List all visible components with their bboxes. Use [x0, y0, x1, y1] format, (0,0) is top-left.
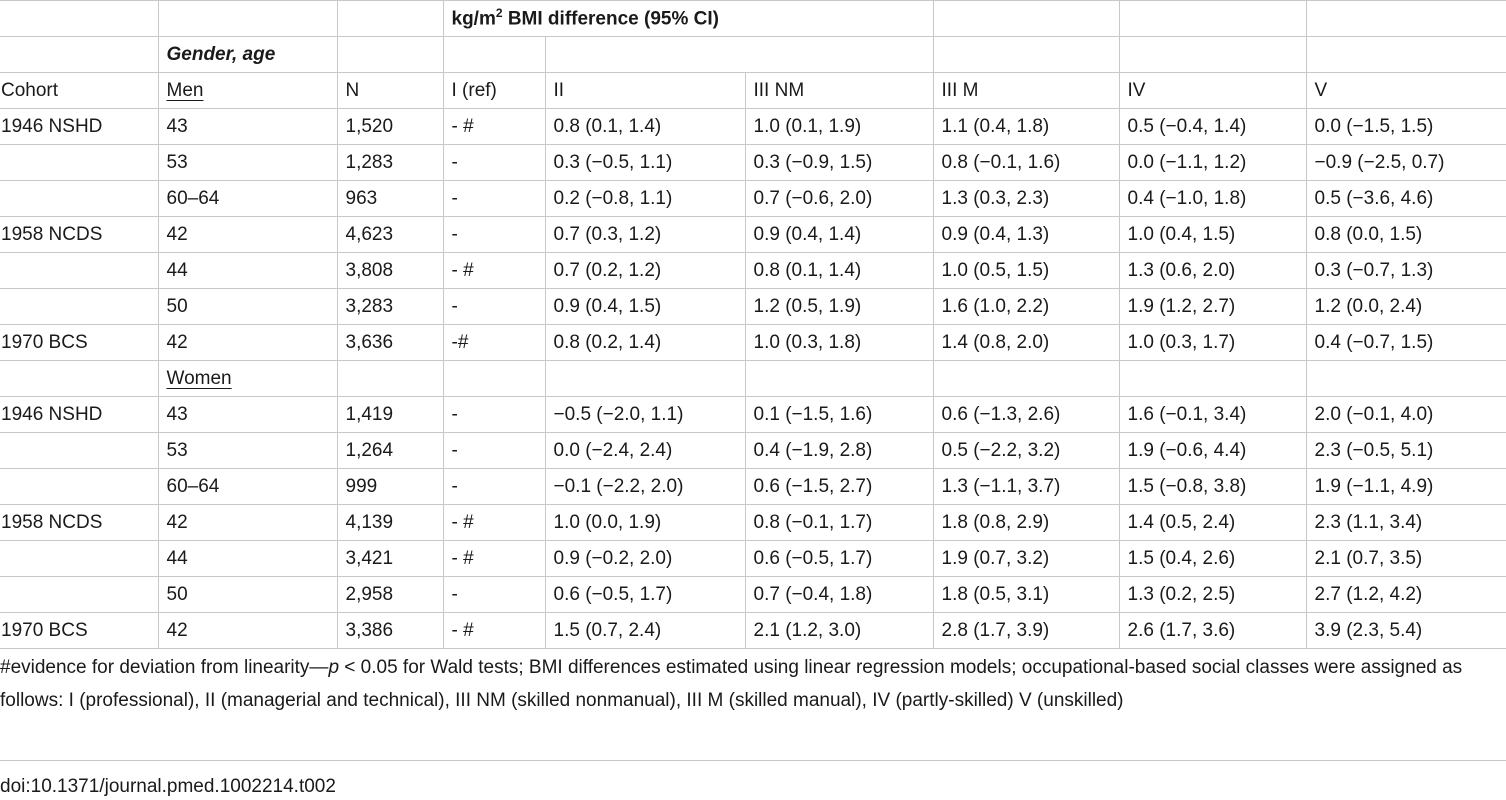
header-row-gender-age — [0, 37, 1506, 73]
table-cell: 1.6 (−0.1, 3.4) — [1119, 397, 1306, 433]
table-cell: 42 — [158, 217, 337, 253]
table-cell: 1.0 (0.5, 1.5) — [933, 253, 1119, 289]
table-cell: −0.5 (−2.0, 1.1) — [545, 397, 745, 433]
bmi-difference-header: $kg/m^2$ BMI difference (95% CI) — [443, 1, 933, 37]
table-cell: - — [443, 289, 545, 325]
table-cell: 0.5 (−0.4, 1.4) — [1119, 109, 1306, 145]
table-cell: - # — [443, 541, 545, 577]
table-cell: 0.6 (−0.5, 1.7) — [545, 577, 745, 613]
table-row — [0, 469, 1506, 505]
table-cell: 44 — [158, 253, 337, 289]
header-row-title — [0, 1, 1506, 37]
col-header-class-v: V — [1306, 73, 1506, 109]
table-cell: 0.9 (0.4, 1.3) — [933, 217, 1119, 253]
table-cell: 2.3 (1.1, 3.4) — [1306, 505, 1506, 541]
col-header-class-iii-nm: III NM — [745, 73, 933, 109]
table-cell: 1.3 (0.3, 2.3) — [933, 181, 1119, 217]
table-cell: 42 — [158, 505, 337, 541]
table-cell: 2.0 (−0.1, 4.0) — [1306, 397, 1506, 433]
table-cell: 1.3 (0.6, 2.0) — [1119, 253, 1306, 289]
women-subheader-row — [0, 361, 1506, 397]
table-cell: 0.3 (−0.7, 1.3) — [1306, 253, 1506, 289]
table-cell: - — [443, 217, 545, 253]
table-row — [0, 325, 1506, 361]
col-header-class-ii: II — [545, 73, 745, 109]
table-cell: −0.9 (−2.5, 0.7) — [1306, 145, 1506, 181]
table-cell: - # — [443, 613, 545, 649]
table-cell: 0.6 (−0.5, 1.7) — [745, 541, 933, 577]
table-cell: 0.1 (−1.5, 1.6) — [745, 397, 933, 433]
table-cell: 0.8 (0.2, 1.4) — [545, 325, 745, 361]
column-header-row — [0, 73, 1506, 109]
table-cell: 999 — [337, 469, 443, 505]
table-cell: 1.5 (−0.8, 3.8) — [1119, 469, 1306, 505]
col-header-men: Men — [158, 73, 337, 109]
doi-label: doi:10.1371/journal.pmed.1002214.t002 — [0, 776, 336, 797]
table-cell: −0.1 (−2.2, 2.0) — [545, 469, 745, 505]
table-cell: - — [443, 181, 545, 217]
table-cell: 0.4 (−0.7, 1.5) — [1306, 325, 1506, 361]
table-cell: 1.2 (0.0, 2.4) — [1306, 289, 1506, 325]
table-cell: 1.9 (−0.6, 4.4) — [1119, 433, 1306, 469]
table-cell: 42 — [158, 613, 337, 649]
table-cell: 1.2 (0.5, 1.9) — [745, 289, 933, 325]
table-cell: 0.9 (0.4, 1.5) — [545, 289, 745, 325]
table-cell: 2.6 (1.7, 3.6) — [1119, 613, 1306, 649]
table-cell: 0.0 (−1.5, 1.5) — [1306, 109, 1506, 145]
table-cell: 3.9 (2.3, 5.4) — [1306, 613, 1506, 649]
table-row — [0, 145, 1506, 181]
table-cell: 1.5 (0.4, 2.6) — [1119, 541, 1306, 577]
table-cell: 43 — [158, 397, 337, 433]
women-label: Women — [158, 361, 337, 397]
table-cell: 2.1 (1.2, 3.0) — [745, 613, 933, 649]
table-cell: 1.9 (0.7, 3.2) — [933, 541, 1119, 577]
table-cell: 1,283 — [337, 145, 443, 181]
table-cell: 1.0 (0.3, 1.8) — [745, 325, 933, 361]
table-row — [0, 397, 1506, 433]
table-row — [0, 433, 1506, 469]
table-cell: 0.4 (−1.0, 1.8) — [1119, 181, 1306, 217]
table-cell: 50 — [158, 289, 337, 325]
table-cell: - — [443, 469, 545, 505]
table-cell: -# — [443, 325, 545, 361]
col-header-cohort: Cohort — [0, 73, 158, 109]
col-header-class-i: I (ref) — [443, 73, 545, 109]
table-cell: 963 — [337, 181, 443, 217]
table-cell: 0.5 (−2.2, 3.2) — [933, 433, 1119, 469]
table-cell: 2.7 (1.2, 4.2) — [1306, 577, 1506, 613]
table-cell — [0, 433, 158, 469]
table-cell: 0.9 (−0.2, 2.0) — [545, 541, 745, 577]
table-cell — [0, 577, 158, 613]
table-cell: 1.1 (0.4, 1.8) — [933, 109, 1119, 145]
table-cell: - — [443, 577, 545, 613]
col-header-n: N — [337, 73, 443, 109]
table-cell: 2.8 (1.7, 3.9) — [933, 613, 1119, 649]
table-cell: 1,264 — [337, 433, 443, 469]
table-cell: - — [443, 145, 545, 181]
table-cell: 1946 NSHD — [0, 109, 158, 145]
table-row — [0, 253, 1506, 289]
table-cell: 53 — [158, 145, 337, 181]
table-cell: - # — [443, 253, 545, 289]
table-cell: 1970 BCS — [0, 613, 158, 649]
table-cell: 1970 BCS — [0, 325, 158, 361]
table-cell: 1.4 (0.8, 2.0) — [933, 325, 1119, 361]
table-cell: 1.8 (0.8, 2.9) — [933, 505, 1119, 541]
col-header-class-iv: IV — [1119, 73, 1306, 109]
table-cell: 0.8 (−0.1, 1.7) — [745, 505, 933, 541]
table-cell: 53 — [158, 433, 337, 469]
table-cell: 3,808 — [337, 253, 443, 289]
table-cell: 1.3 (0.2, 2.5) — [1119, 577, 1306, 613]
table-cell: 0.7 (−0.4, 1.8) — [745, 577, 933, 613]
table-cell: 1946 NSHD — [0, 397, 158, 433]
table-cell: - — [443, 433, 545, 469]
table-cell: 0.3 (−0.5, 1.1) — [545, 145, 745, 181]
table-cell: 0.5 (−3.6, 4.6) — [1306, 181, 1506, 217]
table-cell: 0.8 (0.0, 1.5) — [1306, 217, 1506, 253]
table-cell — [0, 289, 158, 325]
table-cell: 1.0 (0.4, 1.5) — [1119, 217, 1306, 253]
table-cell: 2.3 (−0.5, 5.1) — [1306, 433, 1506, 469]
table-cell: 60–64 — [158, 181, 337, 217]
table-cell: 1.8 (0.5, 3.1) — [933, 577, 1119, 613]
table-cell: 42 — [158, 325, 337, 361]
table-row — [0, 613, 1506, 649]
table-cell: 1.6 (1.0, 2.2) — [933, 289, 1119, 325]
table-cell: 0.7 (0.2, 1.2) — [545, 253, 745, 289]
table-cell: 0.9 (0.4, 1.4) — [745, 217, 933, 253]
table-cell: 1.9 (−1.1, 4.9) — [1306, 469, 1506, 505]
table-row — [0, 505, 1506, 541]
table-cell: 0.4 (−1.9, 2.8) — [745, 433, 933, 469]
table-cell: 0.3 (−0.9, 1.5) — [745, 145, 933, 181]
table-row — [0, 541, 1506, 577]
table-cell: 2,958 — [337, 577, 443, 613]
table-footnote: #evidence for deviation from linearity—p < 0.05 for Wald tests; BMI differences estimated using linear regression models; occupational-based social classes were assigned as follows: I (professional), II (managerial and technical), III NM (skilled nonmanual), III M (skilled manual), IV (partly-skilled) V (unskilled) — [0, 657, 1463, 711]
table-cell: 2.1 (0.7, 3.5) — [1306, 541, 1506, 577]
table-cell: 0.2 (−0.8, 1.1) — [545, 181, 745, 217]
table-cell: 0.7 (0.3, 1.2) — [545, 217, 745, 253]
table-cell: 43 — [158, 109, 337, 145]
footnote-divider — [0, 760, 1506, 761]
table-row — [0, 577, 1506, 613]
table-cell: 0.7 (−0.6, 2.0) — [745, 181, 933, 217]
table-cell: 3,421 — [337, 541, 443, 577]
table-cell: 44 — [158, 541, 337, 577]
table-cell: 0.8 (−0.1, 1.6) — [933, 145, 1119, 181]
table-cell: 50 — [158, 577, 337, 613]
table-cell: 3,283 — [337, 289, 443, 325]
table-cell: 3,636 — [337, 325, 443, 361]
table-cell: 4,139 — [337, 505, 443, 541]
table-cell: 1.3 (−1.1, 3.7) — [933, 469, 1119, 505]
table-cell: 1958 NCDS — [0, 217, 158, 253]
table-cell — [0, 145, 158, 181]
table-cell: 0.6 (−1.5, 2.7) — [745, 469, 933, 505]
table-cell: 4,623 — [337, 217, 443, 253]
table-cell: 1.0 (0.0, 1.9) — [545, 505, 745, 541]
table-cell — [0, 469, 158, 505]
table-cell: - — [443, 397, 545, 433]
table-cell: 0.6 (−1.3, 2.6) — [933, 397, 1119, 433]
table-cell: 1,419 — [337, 397, 443, 433]
table-cell: - # — [443, 109, 545, 145]
col-header-class-iii-m: III M — [933, 73, 1119, 109]
table-cell: 3,386 — [337, 613, 443, 649]
table-cell: 1958 NCDS — [0, 505, 158, 541]
table-cell: 1,520 — [337, 109, 443, 145]
table-cell — [0, 181, 158, 217]
table-cell: 1.0 (0.3, 1.7) — [1119, 325, 1306, 361]
table-cell: 0.8 (0.1, 1.4) — [745, 253, 933, 289]
table-cell: 1.9 (1.2, 2.7) — [1119, 289, 1306, 325]
table-cell: - # — [443, 505, 545, 541]
table-cell — [0, 253, 158, 289]
table-cell: 0.0 (−1.1, 1.2) — [1119, 145, 1306, 181]
gender-age-header: Gender, age — [158, 37, 337, 73]
table-cell: 1.0 (0.1, 1.9) — [745, 109, 933, 145]
table-row — [0, 109, 1506, 145]
table-row — [0, 217, 1506, 253]
table-cell: 60–64 — [158, 469, 337, 505]
table-cell: 0.0 (−2.4, 2.4) — [545, 433, 745, 469]
table-row — [0, 181, 1506, 217]
table-cell: 1.4 (0.5, 2.4) — [1119, 505, 1306, 541]
table-cell — [0, 541, 158, 577]
table-cell: 1.5 (0.7, 2.4) — [545, 613, 745, 649]
table-cell: 0.8 (0.1, 1.4) — [545, 109, 745, 145]
table-row — [0, 289, 1506, 325]
